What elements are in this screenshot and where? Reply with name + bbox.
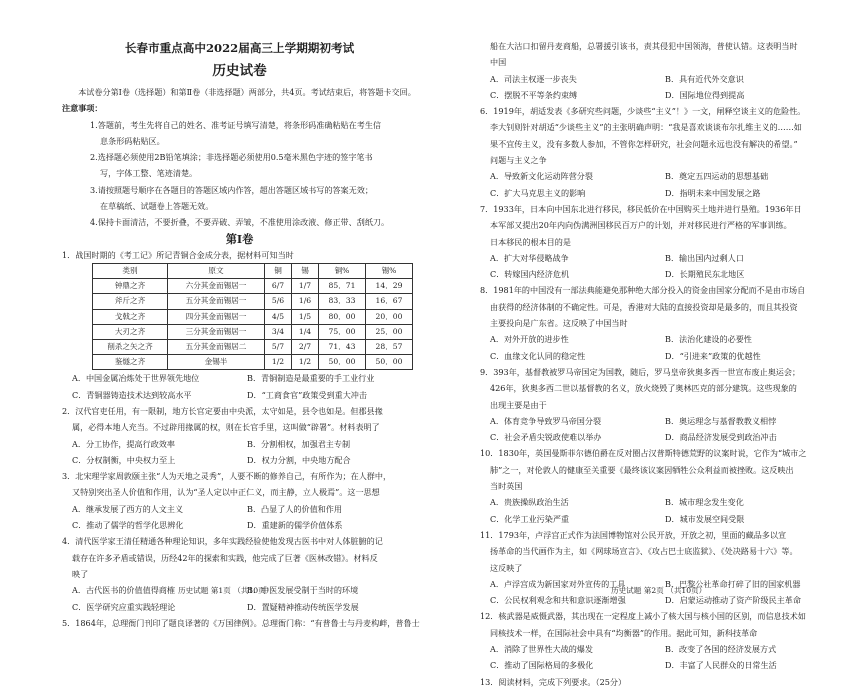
table-header-cell: 铜 <box>265 263 292 278</box>
question-line: 主要投向是广东省。这反映了中国当时 <box>490 318 628 329</box>
option-d: D．权力分割，中央地方配合 <box>247 454 351 465</box>
option-d: D．商品经济发展受到政治冲击 <box>665 432 777 443</box>
table-cell: 五分其金而锡居一 <box>168 294 265 309</box>
question-line: 中国 <box>490 57 507 68</box>
question-line: 这反映了 <box>490 562 523 573</box>
option-row <box>62 501 417 517</box>
option-d: D．指明未来中国发展之路 <box>665 187 761 198</box>
question-line: 2．汉代官吏任用，有一限制，地方长官定要由中央派，太守如是，县令也如是。但郡县掾 <box>62 405 383 416</box>
option-a: A．继承发展了西方的人文主义 <box>72 503 184 514</box>
option-a: A．司法主权逐一步丧失 <box>490 73 577 84</box>
option-b: B．巴黎公社革命打碎了旧的国家机器 <box>665 578 801 589</box>
table-cell: 钟鼎之齐 <box>93 279 168 294</box>
question-4 <box>62 533 417 614</box>
question-13: 13．阅读材料，完成下列要求。（25分） <box>480 676 627 687</box>
option-row <box>62 517 417 533</box>
option-row <box>480 657 825 673</box>
table-cell: 6/7 <box>265 279 292 294</box>
option-d: D．“引进来”政策的优越性 <box>665 350 761 361</box>
table-cell: 五分其金而锡居二 <box>168 339 265 354</box>
question-line: 李大钊则针对胡适“少谈些主义”的主张明确声明：“我是喜欢谈谈布尔扎维主义的……如 <box>490 122 802 133</box>
option-b: B．奠定五四运动的思想基础 <box>665 171 769 182</box>
notice-line: 4.保持卡面清洁，不要折叠，不要弄破、弄皱，不准使用涂改液、修正带、刮纸刀。 <box>90 217 390 228</box>
notice-title: 注意事项： <box>62 103 103 114</box>
question-line: 又特别突出圣人价值和作用，认为“圣人定以中正仁义，而主静，立人极焉”。这一思想 <box>72 487 380 498</box>
option-row <box>62 370 417 386</box>
table-cell: 20．00 <box>366 309 413 324</box>
option-a: A．体育竞争导致罗马帝国分裂 <box>490 415 602 426</box>
table-cell: 5/7 <box>265 339 292 354</box>
question-12 <box>480 608 825 673</box>
notice-line: 1.答题前，考生先将自己的姓名、准考证号填写清楚，将条形码准确粘贴在考生信 <box>90 119 382 130</box>
question-line: 果不宜传主义，没有多数人参加，不管你怎样研究，社会问题永远也没有解决的希望。” <box>490 138 798 149</box>
table-cell: 戈戟之齐 <box>93 309 168 324</box>
option-d: D．置疑精神推动传统医学发展 <box>247 601 359 612</box>
option-row <box>480 71 825 87</box>
option-a: A．中国金属冶炼处于世界领先地位 <box>72 373 200 384</box>
table-row <box>93 279 413 294</box>
table-header-cell: 铜% <box>319 263 366 278</box>
question-line: 由获得的经济体制的不确定性。可是，香港对大陆的直接投资却是最多的，而且其投资 <box>490 301 798 312</box>
question-line: 当时英国 <box>490 481 523 492</box>
notice-line: 2.选择题必须使用2B铅笔填涂；非选择题必须使用0.5毫米黑色字迹的签字笔书 <box>90 152 373 163</box>
question-7 <box>480 201 825 282</box>
option-b: B．具有近代外交意识 <box>665 73 744 84</box>
option-c: C．扩大马克思主义的影响 <box>490 187 586 198</box>
option-c: C．青铜器铸造技术达到较高水平 <box>72 389 192 400</box>
option-a: A．分工协作，提高行政效率 <box>72 438 175 449</box>
table-cell: 5/6 <box>265 294 292 309</box>
question-line: 载存在许多矛盾或错误，历经42年的探索和实践，他完成了巨著《医林改错》。材料反 <box>72 552 378 563</box>
option-b: B．青铜制造是最重要的手工业行业 <box>247 373 375 384</box>
question-10 <box>480 445 825 526</box>
table-header-cell: 锡 <box>292 263 319 278</box>
question-line: 11．1793年，卢浮宫正式作为法国博物馆对公民开放，开放之初，里面的藏品多以宣 <box>480 529 787 540</box>
question-line: 9．393年，基督教被罗马帝国定为国教，随后，罗马皇帝狄奥多西一世宣布废止奥运会； <box>480 366 801 377</box>
option-b: B．奥运理念与基督教教义相悖 <box>665 415 777 426</box>
question-line: 同核技术一样，在国际社会中具有“均衡器”的作用。据此可知，新科技革命 <box>490 627 758 638</box>
option-c: C．推动了儒学的哲学化思辨化 <box>72 520 184 531</box>
table-header-cell: 类别 <box>93 263 168 278</box>
table-row <box>93 324 413 339</box>
section-heading: 第Ⅰ卷 <box>225 231 254 246</box>
notice-line: 在草稿纸、试题卷上答题无效。 <box>100 201 214 212</box>
table-cell: 鉴燧之齐 <box>93 355 168 370</box>
bronze-alloy-table <box>92 263 413 370</box>
table-cell: 削杀之矢之齐 <box>93 339 168 354</box>
option-row <box>62 452 417 468</box>
option-c: C．推动了国际格局的多极化 <box>490 660 594 671</box>
question-3 <box>62 468 417 533</box>
option-row <box>62 387 417 403</box>
question-line: 426年，狄奥多西二世以基督教的名义，放火烧毁了奥林匹克的部分建筑。这些现象的 <box>490 383 797 394</box>
option-a: A．扩大对华侵略战争 <box>490 252 569 263</box>
option-row <box>480 494 825 510</box>
option-d: D．“工商食官”政策受到重大冲击 <box>247 389 367 400</box>
question-6 <box>480 103 825 201</box>
left-column <box>62 0 420 631</box>
question-line: 12．核武器是威慑武器，其出现在一定程度上减小了核大国与核小国的区别，而信息技术如 <box>480 611 806 622</box>
table-cell: 85．71 <box>319 279 366 294</box>
table-cell: 3/4 <box>265 324 292 339</box>
question-line: 属，必得本地人充当。不过辟用掾属的权，则在长官手里，这叫做“辟署”。材料表明了 <box>72 422 380 433</box>
table-cell: 四分其金而锡居一 <box>168 309 265 324</box>
question-line: 出现主要是由于 <box>490 399 547 410</box>
table-cell: 80．00 <box>319 309 366 324</box>
question-line: 3．北宋理学家周敦颐主张“人为天地之灵秀”，人要不断的修养自己，有所作为；在人群中， <box>62 471 392 482</box>
table-cell: 1/6 <box>292 294 319 309</box>
table-cell: 1/7 <box>292 279 319 294</box>
option-a: A．卢浮宫成为新国家对外宣传的工具 <box>490 578 626 589</box>
table-header-cell: 锡% <box>366 263 413 278</box>
table-cell: 斧斤之齐 <box>93 294 168 309</box>
table-cell: 28．57 <box>366 339 413 354</box>
option-row <box>480 511 825 527</box>
option-a: A．贵族操纵政治生活 <box>490 497 569 508</box>
table-cell: 金锡半 <box>168 355 265 370</box>
question-5-stem: 5．1864年，总理衙门刊印了题良译著的《万国律例》。总理衙门称：“有普鲁士与丹麦构衅，普鲁士 <box>62 617 420 628</box>
question-line: 6．1919年，胡适发表《多研究些问题，少谈些“主义”！》一文，闸释空谈主义的危险性。 <box>480 106 806 117</box>
option-c: C．转嫁国内经济危机 <box>490 269 570 280</box>
option-c: C．摆脱不平等条约束缚 <box>490 89 578 100</box>
question-line: 4．清代医学家王清任精通各种理论知识，多年实践经验使他发现古医书中对人体脏腑的记 <box>62 536 383 547</box>
option-d: D．国际地位得到提高 <box>665 89 745 100</box>
option-d: D．长期殖民东北地区 <box>665 269 745 280</box>
option-row <box>480 348 825 364</box>
option-row <box>480 266 825 282</box>
question-line: 船在大沽口扣留丹麦商船，总署援引该书，责其侵犯中国领海，普使认错。这表明当时 <box>490 41 798 51</box>
question-line: 映了 <box>72 568 89 579</box>
option-a: A．消除了世界性大战的爆发 <box>490 643 593 654</box>
table-cell: 83．33 <box>319 294 366 309</box>
table-cell: 14．29 <box>366 279 413 294</box>
table-cell: 六分其金而锡居一 <box>168 279 265 294</box>
option-row <box>480 168 825 184</box>
table-row <box>93 355 413 370</box>
notice-line: 3.请按照题号顺序在各题目的答题区域内作答，超出答题区域书写的答案无效； <box>90 184 373 195</box>
table-cell: 16．67 <box>366 294 413 309</box>
option-row <box>480 250 825 266</box>
option-b: B．凸显了人的价值和作用 <box>247 503 342 514</box>
question-11 <box>480 527 825 608</box>
table-cell: 1/5 <box>292 309 319 324</box>
question-line: 10．1830年，英国曼斯菲尔德伯爵在反对圈占汉普斯特德荒野的议案时说，它作为“城市之 <box>480 448 807 459</box>
option-row <box>480 185 825 201</box>
table-header-cell: 原文 <box>168 263 265 278</box>
option-b: B．分割相权，加强君主专制 <box>247 438 351 449</box>
question-9 <box>480 364 825 445</box>
question-stem: 1．战国时期的《考工记》所记青铜合金成分表，据材料可知当时 <box>62 249 294 260</box>
table-cell: 25．00 <box>366 324 413 339</box>
option-c: C．化学工业污染严重 <box>490 513 570 524</box>
notice-line: 写，字体工整、笔迹清楚。 <box>100 168 198 179</box>
option-row <box>480 429 825 445</box>
option-d: D．重建新的儒学价值体系 <box>247 520 343 531</box>
table-cell: 4/5 <box>265 309 292 324</box>
table-row <box>93 294 413 309</box>
table-cell: 75．00 <box>319 324 366 339</box>
top-spacer <box>480 0 825 38</box>
option-row <box>480 331 825 347</box>
option-c: C．分权制衡，中央权力至上 <box>72 454 176 465</box>
question-line: 日本移民的根本目的是 <box>490 236 571 247</box>
intro-paragraph: 本试卷分第Ⅰ卷（选择题）和第Ⅱ卷（非选择题）两部分，共4页。考试结束后，将答题卡交回。 <box>78 87 416 97</box>
option-a: A．导致新文化运动阵营分裂 <box>490 171 593 182</box>
table-cell: 1/4 <box>292 324 319 339</box>
option-d: D．启蒙运动推动了资产阶级民主革命 <box>665 595 801 606</box>
option-b: B．城市理念发生变化 <box>665 497 744 508</box>
question-2 <box>62 403 417 468</box>
table-cell: 大刃之齐 <box>93 324 168 339</box>
table-header-row <box>93 263 413 278</box>
option-c: C．社会矛盾尖锐政使难以举办 <box>490 432 602 443</box>
option-b: B．法治化建设的必要性 <box>665 334 752 345</box>
question-line: 肺”之一，对伦敦人的健康至关重要《最终该议案因牺牲公众利益而被挫败。这反映出 <box>490 464 794 475</box>
option-b: B．改变了各国的经济发展方式 <box>665 643 777 654</box>
table-cell: 71．43 <box>319 339 366 354</box>
option-a: A．对外开放的进步性 <box>490 334 569 345</box>
option-d: D．丰富了人民群众的日常生活 <box>665 660 777 671</box>
table-cell: 2/7 <box>292 339 319 354</box>
question-1 <box>62 247 417 403</box>
question-line: 问题与主义之争 <box>490 155 547 166</box>
option-row <box>480 87 825 103</box>
table-row <box>93 309 413 324</box>
option-d: D．城市发展空间受限 <box>665 513 745 524</box>
table-row <box>93 339 413 354</box>
table-cell: 1/2 <box>265 355 292 370</box>
option-c: C．血缘文化认同的稳定性 <box>490 350 586 361</box>
question-line: 本军部又提出20年内向伪满洲国移民百万户的计划，并对移民进行严格的军事训练。 <box>490 220 792 231</box>
notice-line: 息条形码粘贴区。 <box>100 135 165 146</box>
option-c: C．医学研究应重实践轻理论 <box>72 601 176 612</box>
table-cell: 三分其金而锡居一 <box>168 324 265 339</box>
option-row <box>62 436 417 452</box>
page-footer-left: 历史试题 第1页 （共10页） <box>178 586 274 595</box>
option-a: A．古代医书的价值值得商榷 <box>72 585 175 596</box>
table-cell: 50．00 <box>366 355 413 370</box>
option-b: B．中医发展受制于当时的环境 <box>247 585 359 596</box>
exam-subject: 历史试卷 <box>212 63 267 79</box>
question-line: 扬革命的当代画作为主，如《网球场宣言》、《攻占巴士底监狱》、《处决路易十六》等。 <box>490 546 798 557</box>
page-footer-right: 历史试题 第2页 （共10页） <box>611 586 707 595</box>
option-b: B．输出国内过剩人口 <box>665 252 744 263</box>
exam-title: 长春市重点高中2022届高三上学期期初考试 <box>124 41 355 55</box>
option-row <box>480 641 825 657</box>
question-line: 7．1933年，日本向中国东北进行移民，移民低价在中国购买土地并进行垦殖。1936年日 <box>480 203 802 214</box>
question-8 <box>480 282 825 363</box>
option-row <box>480 413 825 429</box>
table-cell: 1/2 <box>292 355 319 370</box>
question-5-continued <box>480 38 825 103</box>
question-line: 8．1981年的中国没有一部法典能避免那种绝大部分投入的资金由国家分配而不是由市场自 <box>480 285 806 296</box>
table-cell: 50．00 <box>319 355 366 370</box>
option-c: C．公民权利观念和共和意识逐渐增强 <box>490 595 626 606</box>
